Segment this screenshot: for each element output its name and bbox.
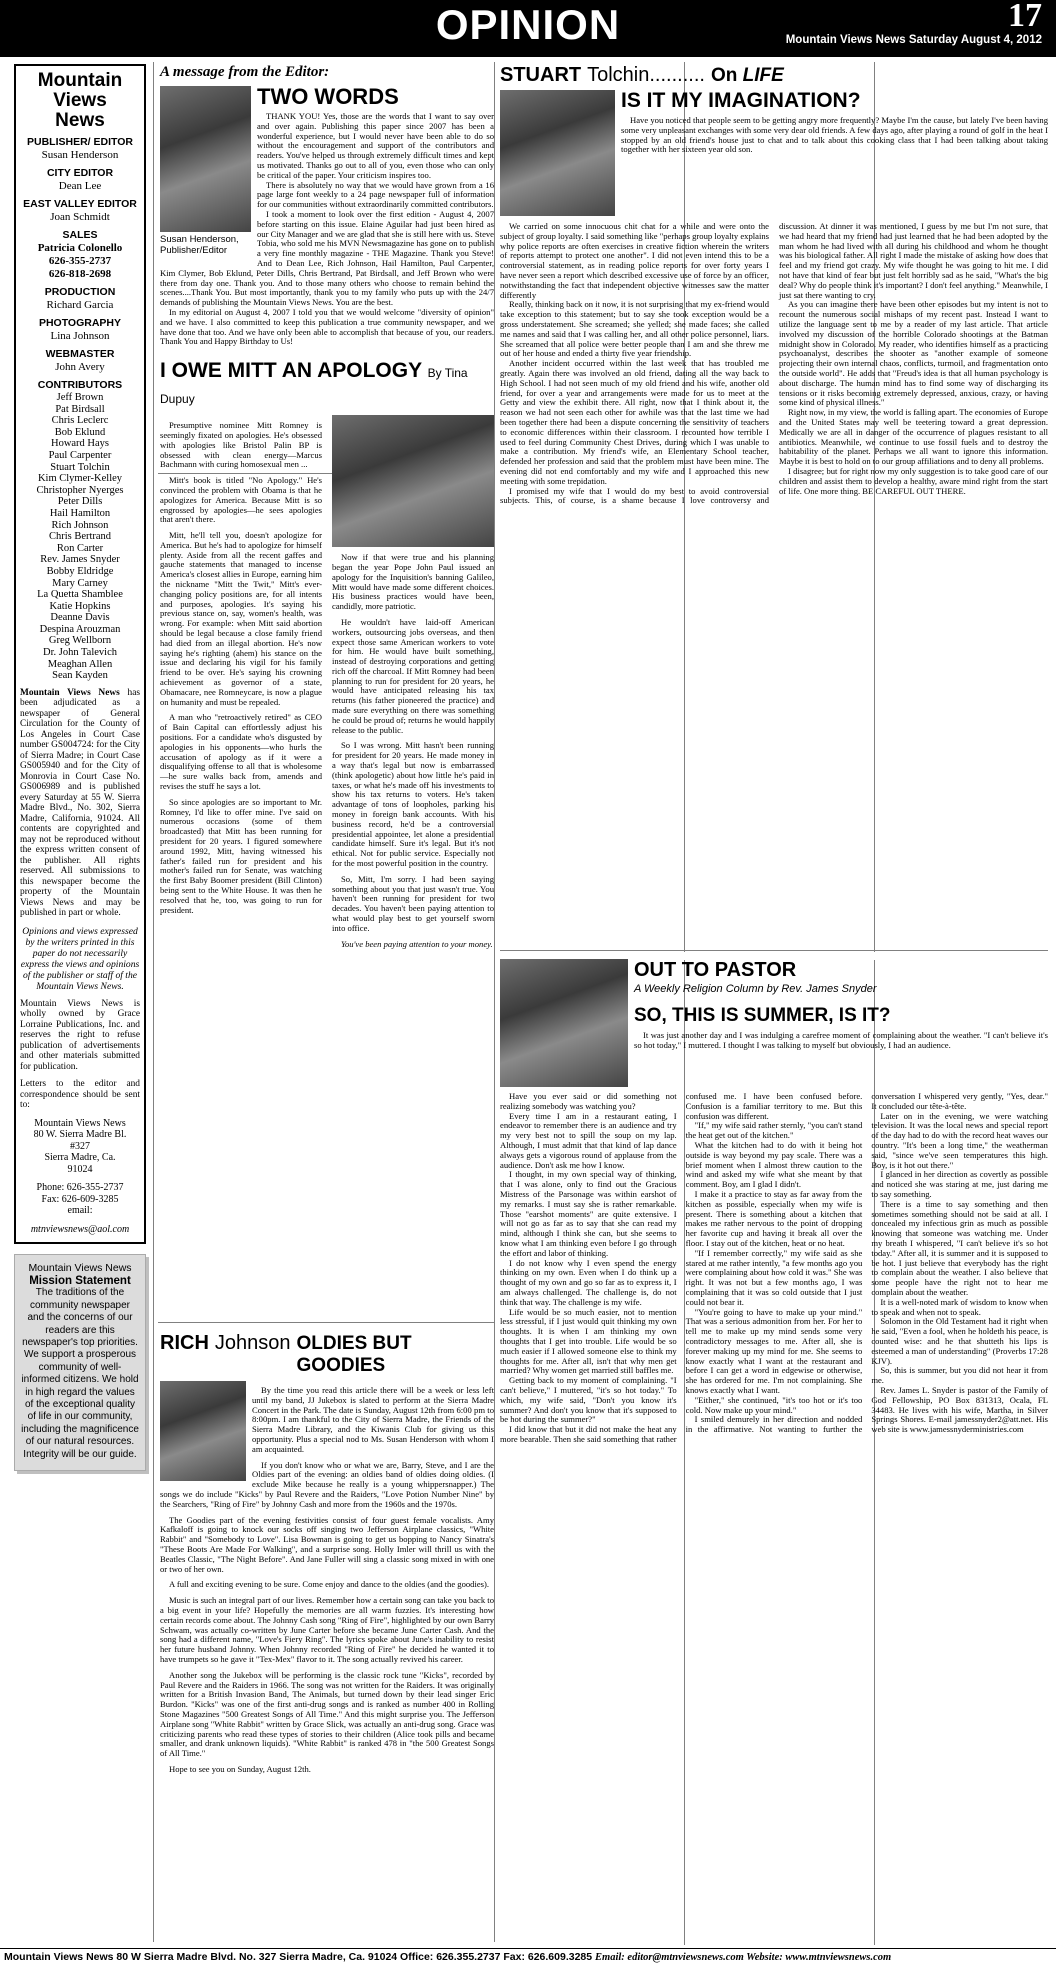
mission-text: The traditions of the community newspaper and the concerns of our readers are this newspaper's top priorities. We support a prosperous community of well-informed citizens. We hold in high regard the values of the exceptional quality of life in our community, including the magnificence of our natural resources. Integrity will be our guide. [21, 1287, 139, 1460]
tolchin-photo-wrap [500, 90, 615, 216]
contributor-name: Pat Birdsall [55, 403, 105, 415]
masthead-title-line-2: Views [53, 90, 107, 111]
staff-name: Richard Garcia [46, 299, 114, 311]
article-paragraph: As you can imagine there have been other episodes but my intent is not to recount the numerous social mishaps of my recent past. Instead I want to utilize the language sent to me by a reader of my last article. That article involved my discussion of the horrible Colorado shootings at the Batman midnight show in Colorado. My reader, who identifies himself as a practicing psychoanalyst, describes the shooter as "another example of someone projecting their own internal chaos, conflicts, turmoil, and fragmentation onto the outside world". He adds that "Freud's idea is that all human psychology is about discharge. The human mind has to find some way of discharging its tensions or it risks becoming extremely depressed, anxious, crazy, or having some kind of physical illness." [779, 299, 1048, 408]
staff-name: Patricia Colonello [37, 242, 123, 254]
page-header-bar [0, 0, 1056, 57]
rich-kicker-first: RICH [160, 1332, 209, 1354]
column-divider-2 [494, 62, 495, 1942]
contributor-name: Rev. James Snyder [40, 554, 120, 566]
footer-email-website[interactable]: Email: editor@mtnviewsnews.com Website: www.mtnviewsnews.com [595, 1952, 892, 1963]
legal-notice [20, 688, 140, 919]
out-to-pastor-section [500, 958, 1048, 1445]
tolchin-headline: IS IT MY IMAGINATION? [621, 89, 861, 112]
tolchin-kicker-last: Tolchin.......... [587, 64, 705, 86]
mission-title: Mission Statement [29, 1274, 131, 1287]
article-paragraph: Have you noticed that people seem to be getting angry more frequently? Maybe I'm the cause, but lately I've been having some very unpleasant exchanges with some very dear old friends. A few days ago, after playing a round of golf in the heat I stopped by an old friend's house just to chat and to talk about this cooking class that I had been talking about taking together with her sixteen year old son. [621, 115, 1048, 155]
contributor-name: Sean Kayden [52, 670, 108, 682]
article-paragraph: There is a time to say something and then sometimes something should not be said at all. I concealed my infectious grin as much as possible knowing that someone was watching me. Under my breath I whispered, "I can't believe it's so hot today." After all, it is summer and it is supposed to be hot. I just believe that everybody has the right to complain about the weather. I also believe that some people have the right not to hear me complain about the weather. [871, 1198, 1048, 1297]
staff-name: Joan Schmidt [50, 211, 110, 223]
mitt-headline: I OWE MITT AN APOLOGY [160, 359, 422, 383]
masthead-title-line-1: Mountain [37, 70, 123, 91]
article-paragraph: "You're going to have to make up your mind." That was a serious admonition from her. For her to tell me to make up my mind sends some very contradictory messages to me. After all, she is forever making up my mind for me. She seems to know exactly what I want at the restaurant and before I can get a word in edgewise or otherwise, she has ordered for me. I'm not complaining. She knows exactly what I want. [685, 1306, 863, 1395]
staff-role: CITY EDITOR [46, 167, 114, 179]
article-paragraph: By the time you read this article there will be a week or less left until my band, JJ Jukebox is slated to perform at the Sierra Madre Concert in the Park. The date is Sunday, August 12th from 6:00 pm to 8:00pm. I am thankful to the City of Sierra Madre, the Friends of the Sierra Madre Library, and the Kiwanis Club for giving us this opportunity. Plus a special nod to Ms. Susan Henderson with whom I am acquainted. [252, 1385, 494, 1454]
masthead-title [20, 71, 140, 131]
tolchin-on-label: On [710, 65, 743, 86]
article-paragraph: "Either," she continued, "it's too hot or it's too cold. Now make up your mind." [685, 1394, 863, 1415]
article-paragraph: The Goodies part of the evening festivities consist of four guest female vocalists. Amy Kafkaloff is going to knock our socks off singing two Jefferson Airplane classics, "White Rabbit" and "Somebody to Love". Lisa Bowman is going to get us bopping to Nancy Sinatra's "These Boots Are Made For Walking", and a surprise song. Holly Imler will thrill us with the Beatles Classic, "The Night Before". And Jane Fuller will sing a classic song mixed in with one or two of her own. [160, 1514, 494, 1574]
contributor-name: Hail Hamilton [49, 507, 111, 519]
staff-name: Dean Lee [58, 180, 102, 192]
contact-block [20, 1182, 140, 1217]
contributor-name: Despina Arouzman [39, 623, 121, 635]
staff-name: 626-818-2698 [48, 268, 112, 280]
section-divider-pastor [500, 950, 1048, 951]
staff-role: PRODUCTION [44, 286, 116, 298]
editor-kicker: A message from the Editor: [160, 64, 330, 80]
masthead-box [14, 64, 146, 1244]
page-number: 17 [1008, 0, 1042, 34]
letters-paragraph: Letters to the editor and correspondence should be sent to: [20, 1079, 140, 1111]
address-line: #327 [70, 1140, 90, 1152]
article-paragraph: I did know that but it did not make the heat any more bearable. Then she said something that rather confused me. I have been confused before. Confusion is a familiar territory to me. But this confusion was different. [500, 1091, 863, 1444]
article-paragraph: It was just another day and I was indulging a carefree moment of complaining about the weather. "I can't believe it's so hot today," I muttered. I thought I was talking to myself but obviously, I had an audience. [634, 1030, 1048, 1050]
email-address[interactable]: mtnviewsnews@aol.com [30, 1223, 130, 1235]
rich-johnson-section [160, 1332, 494, 1775]
stuart-tolchin-photo [500, 90, 615, 216]
article-paragraph: A man who "retroactively retired" as CEO of Bain Capital can effortlessly adjust his positions. For a candidate who's disgusted by apologies in his opponents—who hurls the accusation of apology as if it were a disqualifying offense to all that is wholesome—he sure walks back from, amends and revises the stuff he says a lot. [160, 712, 322, 792]
section-divider-rich [158, 1322, 494, 1323]
tolchin-kicker-first: STUART [500, 64, 582, 86]
article-paragraph: You've been paying attention to your money. [341, 938, 493, 949]
page-title: OPINION [435, 1, 621, 48]
contributors-label: CONTRIBUTORS [37, 379, 123, 391]
contributor-name: Chris Leclerc [51, 415, 109, 427]
article-paragraph: Life would be so much easier, not to mention less stressful, if I just would quit thinking my own thoughts. It is when I am thinking my own thoughts that I get into trouble. Life would be so much easier if I allowed someone else to think my thoughts for me. After all, isn't that why men get married? Why women get married still baffles me. [500, 1306, 677, 1376]
article-paragraph: I thought, in my own special way of thinking, that I was alone, only to find out the Gracious Mistress of the Parsonage was within earshot of my remarks. I must say she is rather remarkable. Those "earshot moments" are quite extensive. I will not go as far as to say that she can read my mind, although I think she can, but she seems to know what I am thinking even before I go through the effort and labor of thinking. [500, 1169, 677, 1258]
article-paragraph: Now if that were true and his planning began the year Pope John Paul issued an apology for the Inquisition's banning Galileo, Mitt would have made some different choices. His business practices would have been, candidly, more patriotic. [332, 552, 494, 612]
mitt-byline: By Tina Dupuy [160, 366, 468, 407]
staff-role: PHOTOGRAPHY [38, 317, 122, 329]
mitt-right-subcolumn [332, 415, 494, 949]
article-paragraph: Another incident occurred within the last week that has troubled me greatly. Again there was involved an old friend, dating all the way back to High School. I had not seen much of my old friend and his wife, another old friend, for over a year and arrangements were made for us to meet at the Getty and view the exhibit there. All right, now that I think about it, the reason we had not seen each other for awhile was that the last time we had been together there had been a dispute concerning the sensitivity of teachers to economic differences within their classroom. I recounted how terrible I used to feel during Community Chest Drives, during which I was unable to make a contribution. My friend's wife, an Elementary School teacher, defended her profession and said that the problem must have been mine. The evening did not end comfortably and my wife and I approached this new meeting with some trepidation. [500, 358, 769, 486]
contributor-name: La Quetta Shamblee [37, 589, 123, 601]
article-paragraph: It is a well-noted mark of wisdom to know when to speak and when not to speak. [871, 1296, 1048, 1317]
rich-kicker-last: Johnson [214, 1332, 291, 1354]
legal-lead: Mountain Views News [20, 687, 120, 698]
contributor-name: Katie Hopkins [49, 600, 111, 612]
pastor-photo-wrap [500, 959, 628, 1087]
contact-line: email: [67, 1205, 93, 1217]
contributor-name: Paul Carpenter [48, 449, 112, 461]
article-paragraph: There is absolutely no way that we would have grown from a 16 page large font weekly to a 24 page newspaper full of information for our communities without extraordinarily committed contributors. [257, 179, 494, 210]
tina-dupuy-photo [332, 415, 494, 547]
opinion-disclaimer: Opinions and views expressed by the writers printed in this paper do not necessarily express the views and opinions of the publisher or staff of the Mountain Views News. [20, 925, 140, 992]
contributor-name: Jeff Brown [56, 392, 104, 403]
tolchin-kicker-row [500, 64, 1048, 87]
article-paragraph: In my editorial on August 4, 2007 I told you that we would welcome "diversity of opinion" and we have. I also committed to keep this publication a true community newspaper, and we have done that too. And we have only been able to accomplish that because of you, our readers. Thank You and Happy Birthday to Us! [160, 306, 494, 347]
mailing-address [20, 1118, 140, 1176]
address-line: Sierra Madre, Ca. [44, 1152, 116, 1164]
legal-body: has been adjudicated as a newspaper of General Circulation for the County of Los Angeles in Court Case number GS004724: for the City of Sierra Madre; in Court Case GS005940 and for the City of Monrovia in Court Case No. GS006989 and is published every Saturday at 55 W. Sierra Madre Blvd., No. 302, Sierra Madre, California, 91024. All contents are copyrighted and may not be reproduced without the express written consent of the publisher. All rights reserved. All submissions to this newspaper become the property of the Mountain Views News and may be published in part or whole. [20, 687, 140, 919]
article-paragraph: So, Mitt, I'm sorry. I had been saying something about you that just wasn't true. You haven't been running for president for two decades. You haven't been paying attention to what would play best to get yourself sworn into office. [332, 873, 494, 933]
contributor-name: Christopher Nyerges [36, 484, 124, 496]
mission-heading [21, 1262, 139, 1287]
article-paragraph: Rev. James L. Snyder is pastor of the Family of God Fellowship, PO Box 831313, Ocala, FL 34483. He lives with his wife, Martha, in Silver Springs Shores. E-mail jamessnyder2@att.net. His web site is www.jamessnyderministries.com [871, 1384, 1048, 1435]
mitt-body-left [160, 421, 322, 915]
staff-name: Susan Henderson [41, 149, 119, 161]
staff-role: WEBMASTER [45, 348, 115, 360]
contributor-name: Greg Wellborn [48, 635, 112, 647]
staff-role: EAST VALLEY EDITOR [23, 198, 137, 210]
contributor-name: Ron Carter [56, 542, 104, 554]
staff-name: John Avery [55, 361, 105, 373]
article-paragraph: Have you ever said or did something not realizing somebody was watching you? [500, 1091, 677, 1111]
mission-statement-box [14, 1254, 146, 1471]
article-paragraph: He wouldn't have laid-off American workers, outsourcing jobs overseas, and then expect those same American workers to vote for him. He would have built something, instead of destroying corporations and getting rich off the charcoal. If Mitt Romney had been planning to run for president for 20 years, he would have anticipated releasing his tax returns (his father pioneered the practice) and made sure everything on there was something he could be proud of; returns he would happily release to the public. [332, 616, 494, 735]
article-paragraph: I make it a practice to stay as far away from the kitchen as possible, especially when my wife is present. There is something about a kitchen that makes me rather nervous to the point of dropping her favorite cup and having it break all over the floor. I stay out of the kitchen, heat or no heat. [685, 1188, 863, 1248]
editor-and-mitt-column [160, 64, 494, 949]
contributor-name: Kim Clymer-Kelley [37, 473, 123, 485]
article-paragraph: A full and exciting evening to be sure. Come enjoy and dance to the oldies (and the goodies). [169, 1579, 490, 1590]
article-paragraph: So I was wrong. Mitt hasn't been running for president for 20 years. He made money in a way that's legal but now is embarrassed (think apologetic) about how little he's paid in taxes, or what he's made off his investments to show his tax returns to voters. He's taken advantage of tons of loopholes, parking his money in foreign bank accounts. With his business record, he'd be a controversial presidential appointee, let alone a presidential candidate himself. Sure it's legal. But it's not ethical. Not for public service. Especially not for the most powerful position in the country. [332, 740, 494, 869]
contact-line: Phone: 626-355-2737 [36, 1182, 124, 1194]
editor-caption-name: Susan Henderson, [160, 234, 239, 245]
page-footer [0, 1948, 1056, 1965]
rich-kicker-row [160, 1332, 494, 1377]
contributor-name: Mary Carney [52, 577, 108, 589]
mitt-headline-row [160, 359, 494, 411]
article-paragraph: What the kitchen had to do with it being hot outside is way beyond my pay scale. There was a brief moment when I almost threw caution to the wind and asked my wife what she meant by that comment. Boy, am I glad I didn't. [685, 1139, 863, 1190]
article-paragraph: "If I remember correctly," my wife said as she stared at me rather intently, "a few months ago you were complaining about how cold it was." She was right. It was not but a few months ago, I was complaining that it was so cold outside that I just could not bear it. [685, 1247, 863, 1307]
article-paragraph: Mitt's book is titled "No Apology." He's convinced the problem with Obama is that he apologizes for America. Because Mitt is so engrossed by apologies—he sees apologies that aren't there. [160, 475, 322, 525]
contributor-name: Meaghan Allen [47, 658, 113, 670]
contributor-name: Stuart Tolchin [50, 461, 110, 473]
article-paragraph: Right now, in my view, the world is falling apart. The economies of Europe and the United States may well be teetering toward a great depression. Medically we are all in danger of the occurrence of plagues resistant to all antibiotics. Meanwhile, we continue to use fossil fuels and to destroy the habitability of the planet. Perhaps we all want to ignore this information. Maybe it is best to hold on to our group affiliations and to deny all problems. [779, 407, 1048, 467]
article-paragraph: Another song the Jukebox will be performing is the classic rock tune "Kicks", recorded by Paul Revere and the Raiders in 1966. The song was not written for the Raiders. It was originally written for a British Invasion Band, The Animals, but turned down by their lead singer Eric Burdon. "Kicks" was one of the first anti-drug songs and is ranked as number 400 in Rolling Stone Magazines "500 Greatest Songs of All Time." And this might surprise you. The Jefferson Airplane song "White Rabbit" written by Grace Slick, was actually an anti-drug song. Grace was criticizing parents who read these types of stories to their children (Alice took pills and became smaller, and drank unknown liquids). "White Rabbit" is ranked 478 in "the 500 Greatest Songs of All Time." [160, 1669, 494, 1759]
rich-photo-wrap [160, 1381, 246, 1481]
article-paragraph: I glanced in her direction as covertly as possible and noticed she was staring at me, just daring me to say something. [871, 1169, 1048, 1199]
contributor-name: Howard Hays [50, 438, 110, 450]
pastor-kicker: OUT TO PASTOR [634, 959, 797, 981]
contributor-name: Deanne Davis [50, 612, 110, 624]
tolchin-section [500, 64, 1048, 506]
pastor-headline: SO, THIS IS SUMMER, IS IT? [634, 1005, 891, 1026]
article-paragraph: We carried on some innocuous chit chat for a while and were onto the subject of group loyalty. I said something like "perhaps group loyalty explains why police reports are often exercises in creative fiction wherein the writers of reports attempt to protect one another". I did not even intend this to be a controversial statement, as in reading police reports for over forty years I have never seen a report which described excessive use of force by an officer, notwithstanding the fact that independent objective witnesses saw the matter differently [500, 221, 769, 300]
article-paragraph: Every time I am in a restaurant eating, I endeavor to remember there is an audience and try my very best not to spill the soup on my lap. Although, I must admit that that kind of lap dance always gets a vigorous round of applause from the audience. Don't ask me how I know. [500, 1110, 677, 1170]
column-divider-1 [153, 62, 154, 1942]
contributors-list [20, 392, 140, 682]
contributor-name: Bobby Eldridge [46, 565, 114, 577]
contributor-name: Chris Bertrand [48, 531, 112, 543]
article-paragraph: Solomon in the Old Testament had it right when he said, "Even a fool, when he holdeth his peace, is counted wise: and he that shutteth his lips is esteemed a man of understanding" (Proverbs 17:28 KJV). [871, 1316, 1048, 1366]
article-paragraph: I do not know why I even spend the energy thinking on my own. Even when I do think up a thought of my own and go so far as to express it, I am always challenged. The challenge is, do not think that way. The challenge is my wife. [500, 1257, 677, 1307]
address-line: Mountain Views News [34, 1117, 126, 1129]
staff-list [20, 136, 140, 374]
masthead-column [14, 64, 146, 1471]
article-paragraph: Mitt, he'll tell you, doesn't apologize for America. But he's had to apologize for himself plenty. Aside from all the recent gaffes and gauche statements that managed to incense America's closest allies in Europe, earning him the nickname "Mitt the Twit," Mitt's ever-changing policy positions are, for all intents and purposes, apologies. It's saying his previous stance on, say, women's health, was wrong. For example: when Mitt said abortion should be legal because a close family friend had died from an illegal abortion. He's now saying he's righting (ahem) his stance on the issue and declaring his vigil for his family friend to be over. He's saying his crowning achievement as governor of a state, Obamacare, nee Romneycare, is now a plague on humanity and must be repealed. [160, 530, 322, 707]
mitt-body-right [332, 553, 494, 949]
rich-headline: OLDIES BUT GOODIES [296, 1333, 412, 1376]
issue-date-line: Mountain Views News Saturday August 4, 2012 [785, 34, 1042, 46]
article-paragraph: Presumptive nominee Mitt Romney is seemingly fixated on apologies. He's obsessed with apologies like Bristol Palin BP is obsessed with clean energy—Marcus Bachmann with curing homosexual men ... [160, 420, 322, 470]
article-paragraph: Hope to see you on Sunday, August 12th. [169, 1763, 311, 1774]
article-paragraph: Music is such an integral part of our lives. Remember how a certain song can take you back to a big event in your life? Hopefully the memories are all warm fuzzies. It's interesting how certain records come about. The Johnny Cash song "Ring of Fire", highlighted by our own Barry Schwam, was actually co-written by June Carter before she became June Carter Cash. And the song had a different name, "Love's Fiery Ring". The lyrics spoke about June's inability to resist her future husband Johnny. When Johnny recorded "Ring of Fire" he decided he wanted it to have trumpets so he gave it "Tex-Mex" flavor to it. The song actually revived his career. [160, 1595, 494, 1664]
article-paragraph: I smiled demurely in her direction and nodded in the affirmative. Not wanting to further the conversation I whispered very gently, "Yes, dear." It concluded our tête-à-tête. [685, 1091, 1048, 1435]
contact-line: Fax: 626-609-3285 [41, 1193, 119, 1205]
article-paragraph: Getting back to my moment of complaining. "I can't believe," I muttered, "it's so hot today." To which, my wife said, "Don't you know it's summer? And don't you know that it's supposed to be hot during the summer?" [500, 1375, 677, 1425]
masthead-title-line-3: News [55, 110, 105, 131]
tolchin-column-label [711, 65, 784, 87]
editor-photo-wrap [160, 86, 251, 256]
editor-photo-caption [160, 234, 251, 256]
contributor-name: Dr. John Talevich [42, 647, 118, 659]
article-paragraph: So since apologies are so important to Mr. Romney, I'd like to offer mine. I've said on numerous occasions (some of them broadcasted) that Mitt has been running for president for 20 years. I figured somewhere around 1992, Mitt, having witnessed his father's failed run for president and his mother's failed run for Senate, was watching the first Baby Boomer president (Bill Clinton) being sent to the White House. It was then he resolved that he, too, was going to run for president. [160, 796, 322, 915]
editor-caption-role: Publisher/Editor [160, 245, 228, 256]
address-line: 80 W. Sierra Madre Bl. [33, 1129, 127, 1141]
article-paragraph: THANK YOU! Yes, those are the words that I want to say over and over again. Publishing this paper since 2007 has been a wonderful experience, but I would never have been able to do so without the encouragement and support of the contributors and readers. You've helped us through extremely difficult times and kept us motivated. Thanks go out to all of you, even those who can only be critical of the paper. Your criticism inspires too. [257, 111, 494, 180]
susan-henderson-photo [160, 86, 251, 232]
staff-name: 626-355-2737 [48, 255, 112, 267]
footer-contact: Mountain Views News 80 W Sierra Madre Blvd. No. 327 Sierra Madre, Ca. 91024 Office: 626.355.2737 Fax: 626.609.3285 [4, 1951, 596, 1963]
mitt-left-subcolumn [160, 415, 322, 915]
james-snyder-photo [500, 959, 628, 1087]
rich-johnson-photo [160, 1381, 246, 1481]
staff-role: PUBLISHER/ EDITOR [27, 136, 133, 148]
contributor-name: Bob Eklund [54, 426, 106, 438]
pastor-article-body [500, 1092, 1048, 1445]
staff-name: Lina Johnson [50, 330, 110, 342]
article-paragraph: I took a moment to look over the first edition - August 4, 2007 before starting on this issue. Elaine Aguilar had just been hired as our City Manager and we are glad that she is still here with us. Steve Tobia, who sold me his MVN Newsmagazine has gone on to publish a very fine monthly magazine - THE Magazine. Thank you Steve! And to Dean Lee, Rich Johnson, Hail Hamilton, Paul Carpenter, Kim Clymer, Bob Eklund, Peter Dills, Chris Bertrand, Pat Birdsall, and Jeff Brown who were there from day one. Thank you. And to those many others who choose to remain behind the scenes....Thank You. But most importantly, thank you to my family who puts up with the 24/7 demands of publishing the Mountain Views News. You are the best. [160, 208, 494, 308]
tolchin-article-body [500, 222, 1048, 506]
tolchin-life-label: LIFE [742, 65, 784, 86]
contributor-name: Rich Johnson [51, 519, 109, 531]
article-paragraph: So, this is summer, but you did not hear it from me. [871, 1365, 1048, 1386]
article-paragraph: Later on in the evening, we were watching television. It was the local news and special report of the day had to do with the record heat waves our country. "It's been a long time," the weatherman said, "since we've seen temperatures this high. Boy, is it hot out there." [871, 1110, 1048, 1170]
editor-headline: TWO WORDS [257, 85, 399, 109]
mission-paper-name: Mountain Views News [28, 1262, 132, 1275]
contributor-name: Peter Dills [57, 496, 103, 508]
pastor-subtitle: A Weekly Religion Column by Rev. James Snyder [634, 983, 877, 995]
staff-role: SALES [62, 229, 98, 241]
article-paragraph: Really, thinking back on it now, it is not surprising that my ex-friend would take exception to this statement; but to say she took exception would be a gross understatement. She screamed; she yelled; she made faces; she called me names and said that I was calling her, and all other police personnel, liars. She screamed that all police were better people than I am and she threw me out of her house and ended a thirty five year friendship. [500, 299, 769, 359]
ownership-paragraph: Mountain Views News is wholly owned by Grace Lorraine Publications, Inc. and reserves the right to refuse publication of advertisements and other materials submitted for publication. [20, 998, 140, 1072]
article-paragraph: If you don't know who or what we are, Barry, Steve, and I are the Oldies part of the evening: an oldies band of oldies doing oldies. (I exclude Mike because he really is a young whippersnapper.) The songs we do include "Kicks" by Paul Revere and the Raiders, "Love Potion Number Nine" by the Searchers, "Ring of Fire" by Johnny Cash and more from the 1960s and the 1970s. [160, 1459, 494, 1509]
article-paragraph: "If," my wife said rather sternly, "you can't stand the heat get out of the kitchen." [685, 1120, 863, 1141]
article-paragraph: I disagree; but for right now my only suggestion is to take good care of our children and assist them to develop a healthy, aware mind right from the start of life. One more thing. BE CAREFUL OUT THERE. [779, 465, 1048, 496]
address-line: 91024 [67, 1163, 93, 1175]
article-paragraph: I promised my wife that I would do my best to avoid controversial subjects. This, of course, is a shame because I love controversy and discussion. At dinner it was mentioned, I guess by me but I'm not sure, that we had heard that my friend had just learned that he had been adopted by the man whom he had lived with all during his childhood and whom he thought was his biological father. All right I made the mistake of asking how does that feel and my friend got crazy. My wife thought he was going to hit me. I did not have that kind of fear but just felt horribly sad as he said, "What's the big deal? Why do people think it's important? I don't feel anything." Meanwhile, I just sat there wanting to cry. [500, 221, 1048, 506]
